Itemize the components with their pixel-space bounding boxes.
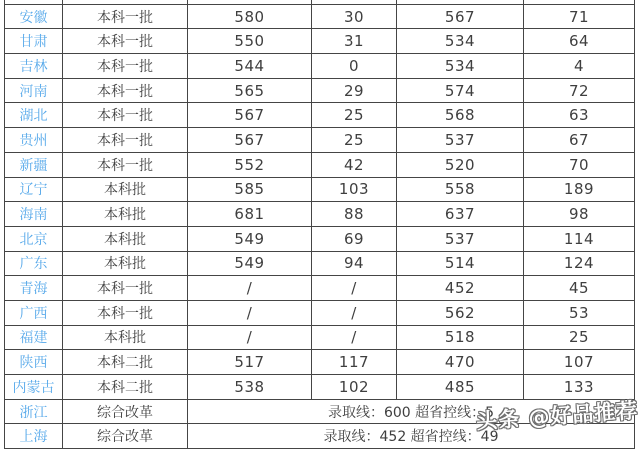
value-cell: 124 [524, 251, 635, 276]
value-cell: 67 [524, 128, 635, 153]
value-cell: 552 [188, 152, 312, 177]
value-cell: 567 [188, 128, 312, 153]
value-cell: 29 [312, 78, 397, 103]
province-cell: 安徽 [5, 4, 63, 29]
value-cell: 574 [397, 78, 524, 103]
table-row [5, 103, 635, 128]
value-cell: / [188, 300, 312, 325]
value-cell: 549 [188, 251, 312, 276]
value-cell: 537 [397, 128, 524, 153]
value-cell: 31 [312, 29, 397, 54]
batch-cell: 本科一批 [63, 54, 188, 79]
value-cell: 549 [188, 226, 312, 251]
value-cell: 565 [188, 78, 312, 103]
province-cell: 福建 [5, 325, 63, 350]
table-row [5, 29, 635, 54]
value-cell: 538 [188, 375, 312, 400]
value-cell: 64 [524, 29, 635, 54]
value-cell: 568 [397, 103, 524, 128]
value-cell: 0 [312, 54, 397, 79]
value-cell: 452 [397, 276, 524, 301]
province-cell: 湖北 [5, 103, 63, 128]
value-cell: / [312, 276, 397, 301]
value-cell: 520 [397, 152, 524, 177]
value-cell: 558 [397, 177, 524, 202]
province-cell: 广西 [5, 300, 63, 325]
value-cell: 133 [524, 375, 635, 400]
value-cell: / [188, 325, 312, 350]
table-row [5, 325, 635, 350]
province-cell: 浙江 [5, 399, 63, 424]
value-cell: 98 [524, 202, 635, 227]
value-cell: 534 [397, 54, 524, 79]
batch-cell: 综合改革 [63, 424, 188, 449]
value-cell: 69 [312, 226, 397, 251]
table-body [5, 0, 635, 449]
province-cell: 新疆 [5, 152, 63, 177]
province-cell: 辽宁 [5, 177, 63, 202]
batch-cell: 综合改革 [63, 399, 188, 424]
province-cell: 广东 [5, 251, 63, 276]
batch-cell: 本科批 [63, 251, 188, 276]
province-cell: 青海 [5, 276, 63, 301]
batch-cell: 本科二批 [63, 350, 188, 375]
value-cell: 107 [524, 350, 635, 375]
value-cell: 63 [524, 103, 635, 128]
value-cell: 114 [524, 226, 635, 251]
value-cell: 537 [397, 226, 524, 251]
province-cell: 陕西 [5, 350, 63, 375]
value-cell: 189 [524, 177, 635, 202]
table-row [5, 54, 635, 79]
province-cell: 内蒙古 [5, 375, 63, 400]
table-row [5, 4, 635, 29]
batch-cell: 本科批 [63, 325, 188, 350]
value-cell: 514 [397, 251, 524, 276]
value-cell: 25 [524, 325, 635, 350]
table-row [5, 276, 635, 301]
province-cell: 上海 [5, 424, 63, 449]
value-cell: 580 [188, 4, 312, 29]
batch-cell: 本科二批 [63, 375, 188, 400]
value-cell: 117 [312, 350, 397, 375]
province-cell: 海南 [5, 202, 63, 227]
value-cell: 637 [397, 202, 524, 227]
value-cell: 102 [312, 375, 397, 400]
value-cell: 25 [312, 128, 397, 153]
table-row [5, 177, 635, 202]
batch-cell: 本科批 [63, 202, 188, 227]
merged-score-line-cell: 录取线：452 超省控线：49 [188, 424, 635, 449]
province-cell: 吉林 [5, 54, 63, 79]
table-row [5, 350, 635, 375]
admission-score-table [4, 0, 635, 449]
batch-cell: 本科一批 [63, 78, 188, 103]
value-cell: 42 [312, 152, 397, 177]
batch-cell: 本科一批 [63, 152, 188, 177]
table-row [5, 202, 635, 227]
table-row [5, 300, 635, 325]
merged-score-line-cell: 录取线：600 超省控线：5 [188, 399, 635, 424]
batch-cell: 本科一批 [63, 276, 188, 301]
batch-cell: 本科批 [63, 226, 188, 251]
province-cell: 河南 [5, 78, 63, 103]
value-cell: 88 [312, 202, 397, 227]
value-cell: 70 [524, 152, 635, 177]
batch-cell: 本科一批 [63, 4, 188, 29]
value-cell: 567 [188, 103, 312, 128]
table-row [5, 251, 635, 276]
table-row [5, 152, 635, 177]
value-cell: 585 [188, 177, 312, 202]
table-row [5, 226, 635, 251]
value-cell: 94 [312, 251, 397, 276]
province-cell: 北京 [5, 226, 63, 251]
value-cell: 485 [397, 375, 524, 400]
value-cell: 681 [188, 202, 312, 227]
value-cell: 567 [397, 4, 524, 29]
value-cell: 72 [524, 78, 635, 103]
value-cell: / [188, 276, 312, 301]
value-cell: 45 [524, 276, 635, 301]
value-cell: 25 [312, 103, 397, 128]
value-cell: 550 [188, 29, 312, 54]
value-cell: 544 [188, 54, 312, 79]
value-cell: 518 [397, 325, 524, 350]
batch-cell: 本科一批 [63, 128, 188, 153]
watermark: 头条 @好品推荐 [475, 398, 639, 434]
table-row [5, 375, 635, 400]
value-cell: 53 [524, 300, 635, 325]
batch-cell: 本科批 [63, 177, 188, 202]
province-cell: 贵州 [5, 128, 63, 153]
value-cell: 562 [397, 300, 524, 325]
value-cell: 517 [188, 350, 312, 375]
value-cell: / [312, 325, 397, 350]
value-cell: 30 [312, 4, 397, 29]
table-row [5, 78, 635, 103]
value-cell: 534 [397, 29, 524, 54]
batch-cell: 本科一批 [63, 103, 188, 128]
value-cell: / [312, 300, 397, 325]
table-row [5, 128, 635, 153]
batch-cell: 本科一批 [63, 300, 188, 325]
province-cell: 甘肃 [5, 29, 63, 54]
value-cell: 4 [524, 54, 635, 79]
value-cell: 470 [397, 350, 524, 375]
value-cell: 71 [524, 4, 635, 29]
value-cell: 103 [312, 177, 397, 202]
batch-cell: 本科一批 [63, 29, 188, 54]
